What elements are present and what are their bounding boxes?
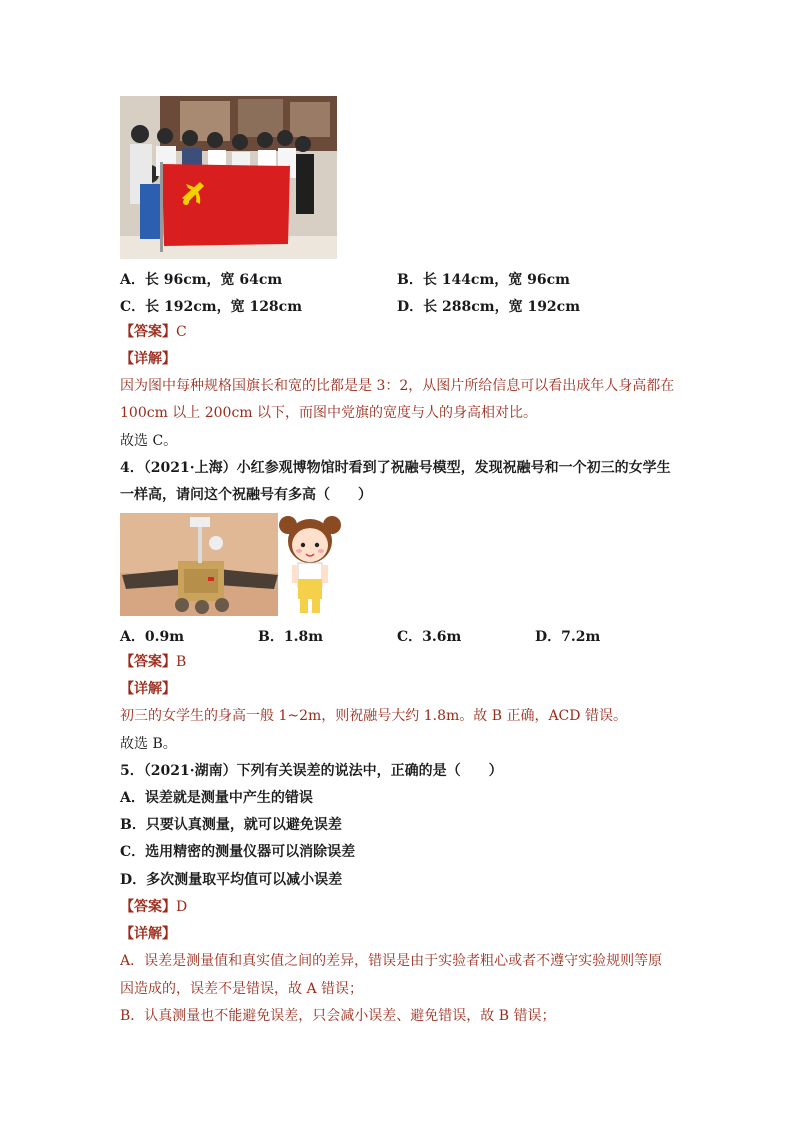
rover-illustration (120, 513, 280, 616)
q4-option-c: C．3.6m (397, 629, 462, 645)
q3-conclusion: 故选 C。 (120, 433, 178, 449)
q4-conclusion: 故选 B。 (120, 736, 177, 752)
answer-value: C (176, 324, 187, 340)
q4-stem-line2: 一样高，请问这个祝融号有多高（ ） (120, 487, 372, 503)
answer-value: D (176, 899, 188, 915)
q5-detail-line2: 因造成的，误差不是错误，故 A 错误； (120, 981, 364, 997)
answer-tag: 【答案】 (120, 899, 176, 915)
q5-answer (120, 897, 187, 917)
q3-detail-tag (120, 349, 176, 369)
answer-value: B (176, 654, 187, 670)
q3-option-d: D．长 288cm，宽 192cm (397, 299, 581, 315)
q5-option-d: D．多次测量取平均值可以减小误差 (120, 872, 343, 888)
rover-photo (120, 513, 280, 616)
detail-tag: 【详解】 (120, 926, 176, 942)
girl-cartoon (278, 513, 342, 616)
q4-answer (120, 652, 186, 672)
q4-option-d: D．7.2m (535, 629, 601, 645)
girl-illustration (278, 513, 342, 616)
q4-option-b: B．1.8m (258, 629, 324, 645)
q3-option-b: B．长 144cm，宽 96cm (397, 272, 570, 288)
q5-detail-line1: A．误差是测量值和真实值之间的差异，错误是由于实验者粗心或者不遵守实验规则等原 (120, 953, 663, 969)
q3-detail-line1: 因为图中每种规格国旗长和宽的比都是是 3：2，从图片所给信息可以看出成年人身高都在 (120, 378, 675, 394)
q5-option-c: C．选用精密的测量仪器可以消除误差 (120, 844, 356, 860)
q3-option-a: A．长 96cm，宽 64cm (120, 272, 283, 288)
q3-option-c: C．长 192cm，宽 128cm (120, 299, 303, 315)
answer-tag: 【答案】 (120, 324, 176, 340)
detail-tag: 【详解】 (120, 351, 176, 367)
q3-detail-line2: 100cm 以上 200cm 以下，而图中党旗的宽度与人的身高相对比。 (120, 405, 538, 421)
q3-answer (120, 322, 187, 342)
q4-detail-line1: 初三的女学生的身高一般 1~2m，则祝融号大约 1.8m。故 B 正确，ACD 错误。 (120, 708, 627, 724)
q5-option-b: B．只要认真测量，就可以避免误差 (120, 817, 342, 833)
detail-tag: 【详解】 (120, 681, 176, 697)
q4-detail-tag (120, 679, 176, 699)
q5-stem: 5．（2021·湖南）下列有关误差的说法中，正确的是（ ） (120, 763, 503, 779)
q5-detail-line3: B．认真测量也不能避免误差，只会减小误差、避免错误，故 B 错误； (120, 1008, 556, 1024)
q5-option-a: A．误差就是测量中产生的错误 (120, 790, 313, 806)
q4-option-a: A．0.9m (120, 629, 185, 645)
answer-tag: 【答案】 (120, 654, 176, 670)
q4-stem-line1: 4．（2021·上海）小红参观博物馆时看到了祝融号模型，发现祝融号和一个初三的女学生 (120, 460, 671, 476)
flag-photo (120, 96, 337, 259)
q5-detail-tag (120, 924, 176, 944)
flag-photo-illustration (120, 96, 337, 259)
